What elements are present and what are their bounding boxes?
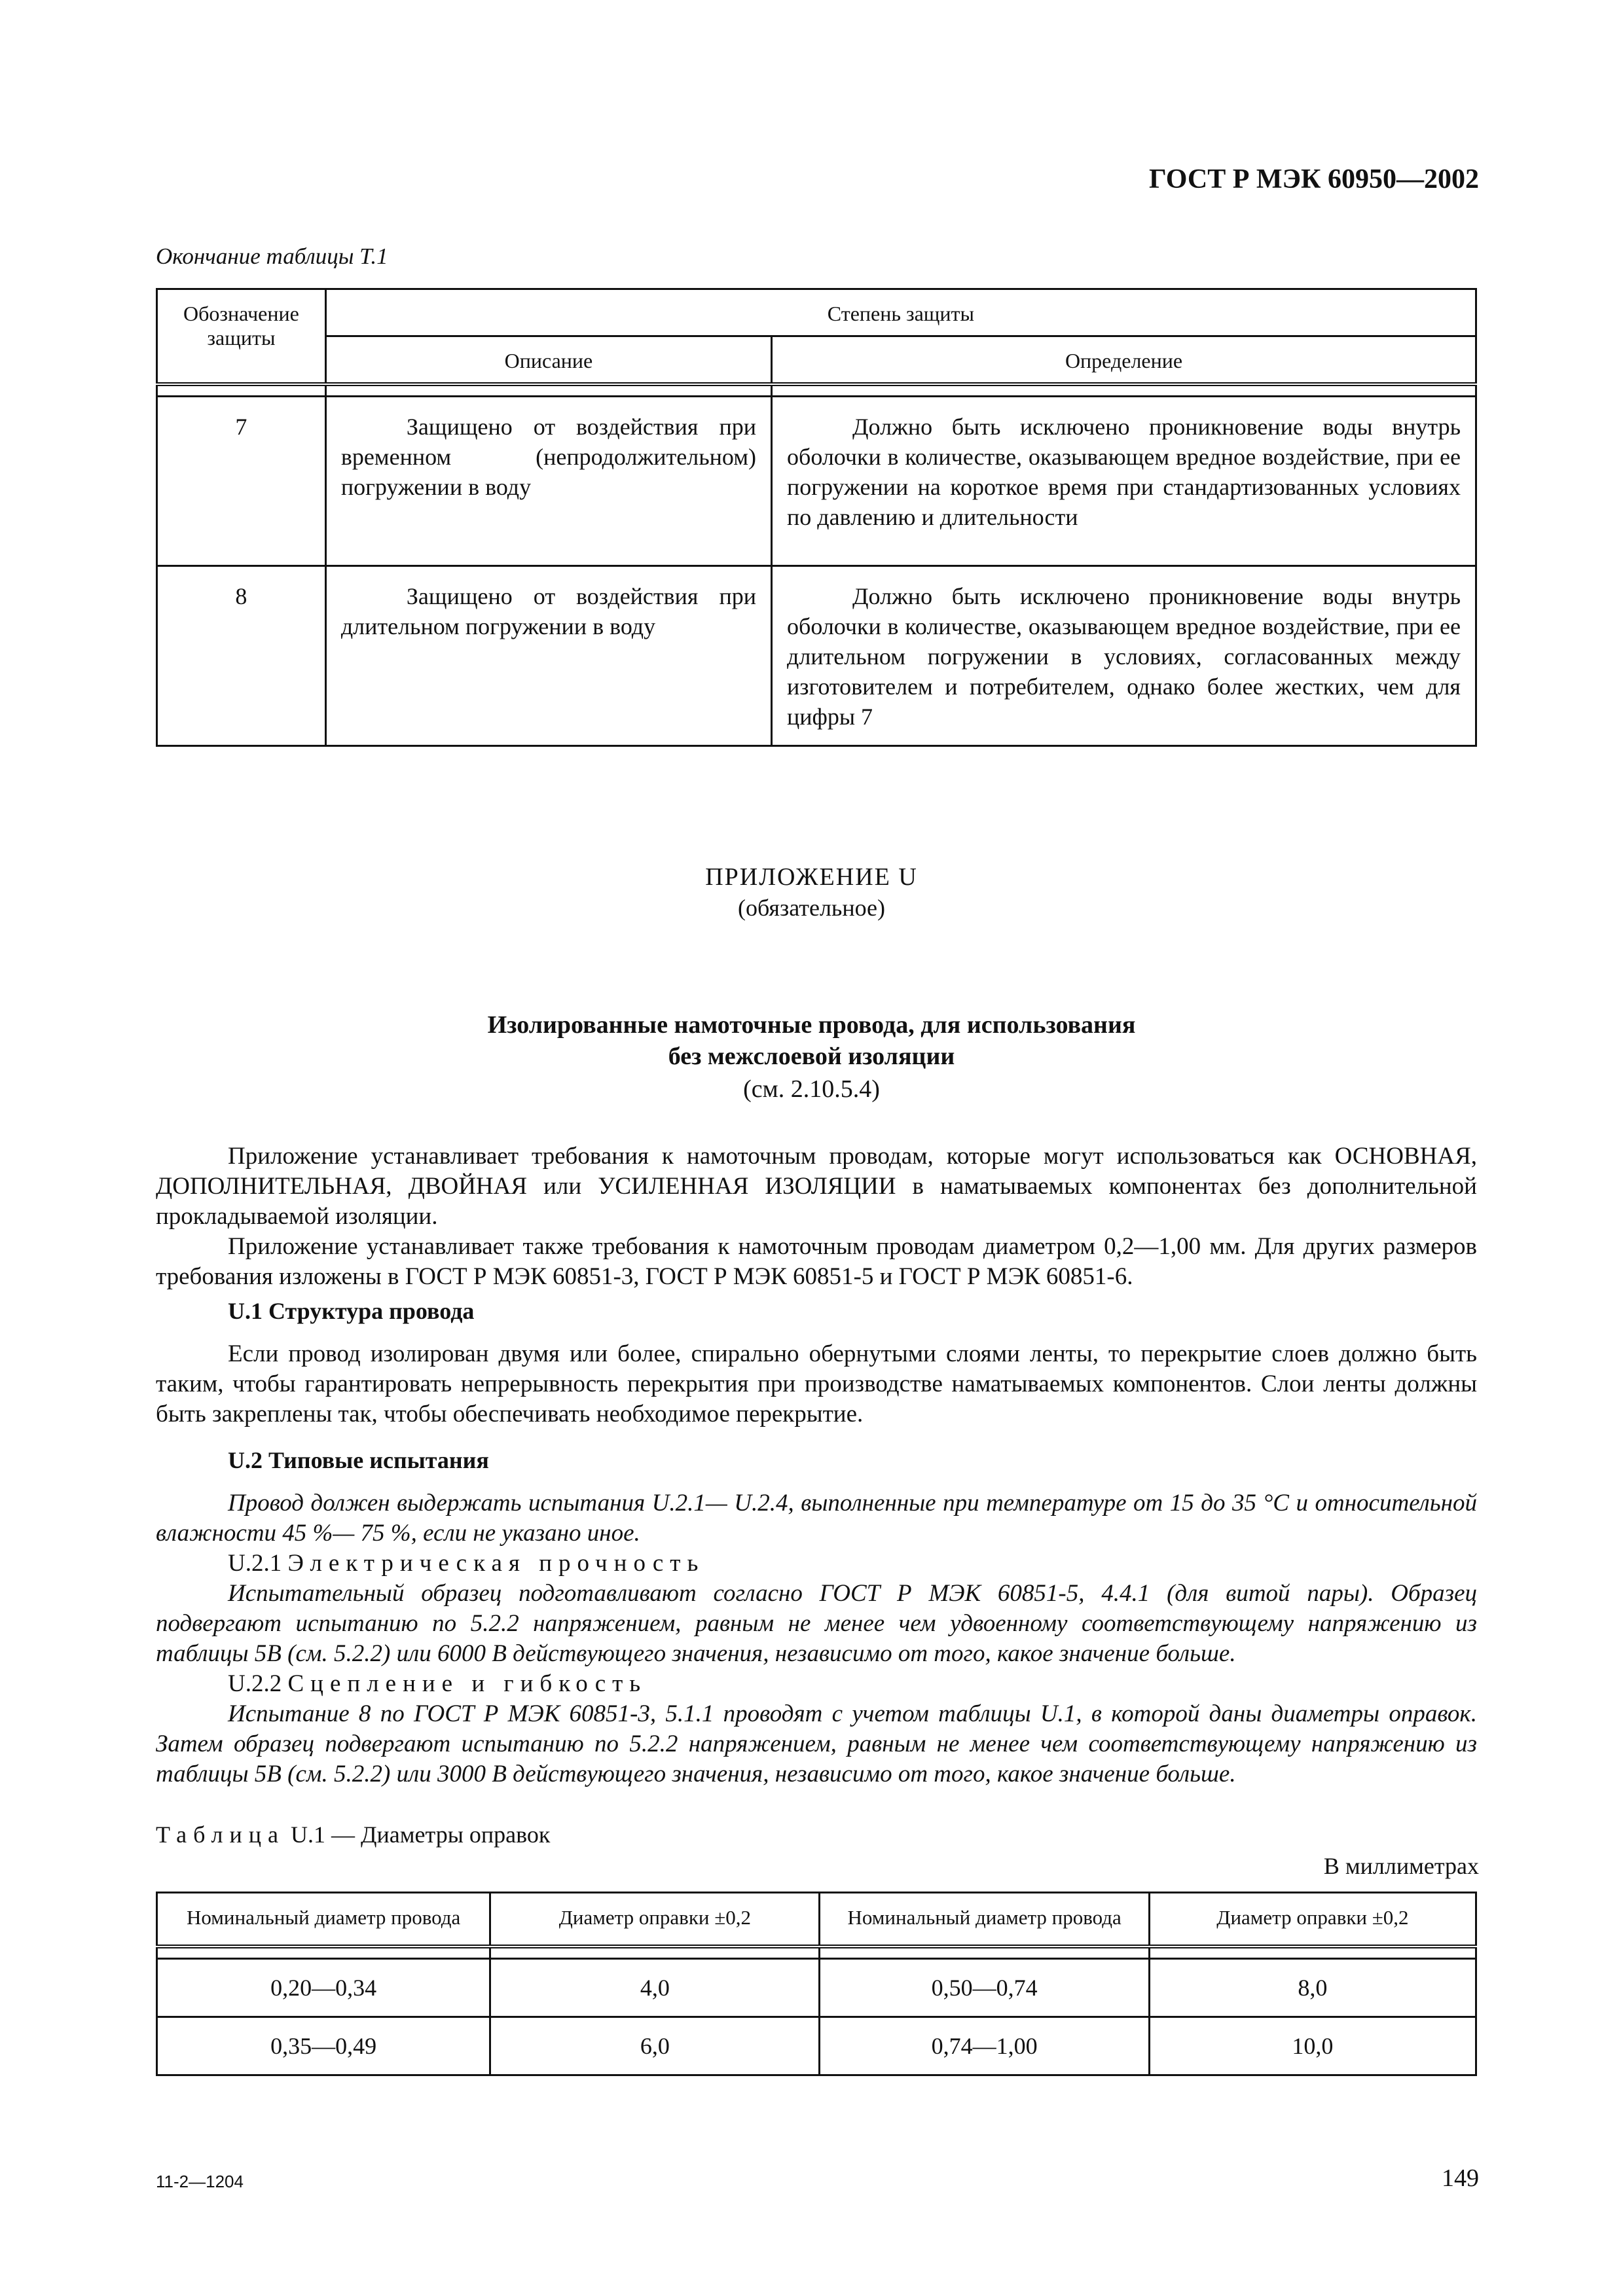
table-cell: 6,0: [490, 2017, 820, 2075]
table-cell: 4,0: [490, 1959, 820, 2017]
col-header-definition: Определение: [772, 336, 1476, 385]
page-number: 149: [1442, 2164, 1479, 2192]
section-u1-body: [156, 1339, 1477, 1429]
table-cell: 8,0: [1149, 1959, 1476, 2017]
subsection-u21-title: Электрическая прочность: [287, 1550, 705, 1577]
intro-paragraph-1: Приложение устанавливает требования к намоточным проводам, которые могут использоваться как ОСНОВНАЯ, ДОПОЛНИТЕЛЬНАЯ, ДВОЙНАЯ или УСИЛЕННАЯ ИЗОЛЯЦИИ в наматываемых компонентах без дополнительной прокладываемой изоляции.: [156, 1143, 1477, 1230]
subsection-u21-heading: [156, 1549, 1477, 1579]
appendix-reference: (см. 2.10.5.4): [743, 1075, 880, 1103]
table-cell: 10,0: [1149, 2017, 1476, 2075]
row-code: 8: [157, 566, 326, 746]
table-u1-caption-text: U.1 — Диаметры оправок: [290, 1821, 551, 1848]
appendix-status: (обязательное): [738, 895, 885, 921]
table-cell: 0,74—1,00: [820, 2017, 1149, 2075]
table-t1-caption: Окончание таблицы Т.1: [156, 243, 388, 269]
intro-paragraph-2: Приложение устанавливает также требования к намоточным проводам диаметром 0,2—1,00 мм. Для других размеров требования изложены в ГОСТ Р МЭК 60851-3, ГОСТ Р МЭК 60851-5 и ГОСТ Р МЭК 60851-6.: [156, 1233, 1477, 1290]
col-header: Номинальный диаметр провода: [820, 1893, 1149, 1947]
table-u1-caption-word: Таблица: [156, 1821, 285, 1848]
table-row: [157, 397, 1476, 566]
intro-section: [156, 1141, 1477, 1292]
row-definition: Должно быть исключено проникновение воды внутрь оболочки в количестве, оказывающем вредное воздействие, при ее погружении на короткое время при стандартизованных условиях по давлению и длительности: [772, 397, 1476, 566]
col-header-designation: Обозначение защиты: [157, 289, 326, 385]
table-u1: [156, 1892, 1477, 2076]
table-cell: 0,50—0,74: [820, 1959, 1149, 2017]
table-u1-units: В миллиметрах: [1323, 1853, 1479, 1879]
table-row: [157, 566, 1476, 746]
document-header: ГОСТ Р МЭК 60950—2002: [1149, 164, 1479, 194]
subsection-u22-heading: [156, 1669, 1477, 1699]
section-u1-text: Если провод изолирован двумя или более, спирально обернутыми слоями ленты, то перекрытие слоев должно быть таким, чтобы гарантировать непрерывность перекрытия при производстве наматываемых компонентов. Слои ленты должны быть закреплены так, чтобы обеспечивать необходимое перекрытие.: [156, 1340, 1477, 1427]
col-header: Диаметр оправки ±0,2: [490, 1893, 820, 1947]
section-u2-text: Провод должен выдержать испытания U.2.1— U.2.4, выполненные при температуре от 15 до 35 °С и относительной влажности 45 %— 75 %, если не указано иное.: [156, 1490, 1477, 1547]
appendix-title-line2: без межслоевой изоляции: [668, 1043, 955, 1070]
col-header: Номинальный диаметр провода: [157, 1893, 490, 1947]
col-header-group: Степень защиты: [325, 289, 1476, 336]
appendix-title-line1: Изолированные намоточные провода, для использования: [487, 1011, 1136, 1039]
table-t1: [156, 288, 1477, 747]
col-header: Диаметр оправки ±0,2: [1149, 1893, 1476, 1947]
col-header-description: Описание: [325, 336, 771, 385]
table-cell: 0,20—0,34: [157, 1959, 490, 2017]
row-description: Защищено от воздействия при длительном погружении в воду: [325, 566, 771, 746]
table-u1-caption: [156, 1821, 550, 1848]
row-code: 7: [157, 397, 326, 566]
subsection-u22-text: Испытание 8 по ГОСТ Р МЭК 60851-3, 5.1.1 проводят с учетом таблицы U.1, в которой даны диаметры оправок. Затем образец подвергают испытанию по 5.2.2 напряжением, равным не менее чем соответствующему напряжению из таблицы 5В (см. 5.2.2) или 3000 В действующего значения, независимо от того, какое значение больше.: [156, 1700, 1477, 1787]
table-row: [157, 2017, 1476, 2075]
section-u2-heading: U.2 Типовые испытания: [228, 1447, 489, 1473]
section-u1-heading: U.1 Структура провода: [228, 1298, 475, 1324]
row-description: Защищено от воздействия при временном (непродолжительном) погружении в воду: [325, 397, 771, 566]
row-definition: Должно быть исключено проникновение воды внутрь оболочки в количестве, оказывающем вредное воздействие, при ее длительном погружении в условиях, согласованных между изготовителем и потребителем, однако более жестких, чем для цифры 7: [772, 566, 1476, 746]
subsection-u22-number: U.2.2: [228, 1670, 282, 1697]
table-row: [157, 1959, 1476, 2017]
subsection-u21-text: Испытательный образец подготавливают согласно ГОСТ Р МЭК 60851-5, 4.4.1 (для витой пары). Образец подвергают испытанию по 5.2.2 напряжением, равным не менее чем удвоенному соответствующему напряжению из таблицы 5В (см. 5.2.2) или 6000 В действующего значения, независимо от того, какое значение больше.: [156, 1580, 1477, 1667]
section-u2-body: [156, 1488, 1477, 1789]
subsection-u22-title: Сцепление и гибкость: [287, 1670, 647, 1697]
table-cell: 0,35—0,49: [157, 2017, 490, 2075]
subsection-u21-number: U.2.1: [228, 1550, 282, 1577]
appendix-label: ПРИЛОЖЕНИЕ U: [705, 863, 918, 891]
footer-code: 11-2—1204: [156, 2172, 244, 2191]
